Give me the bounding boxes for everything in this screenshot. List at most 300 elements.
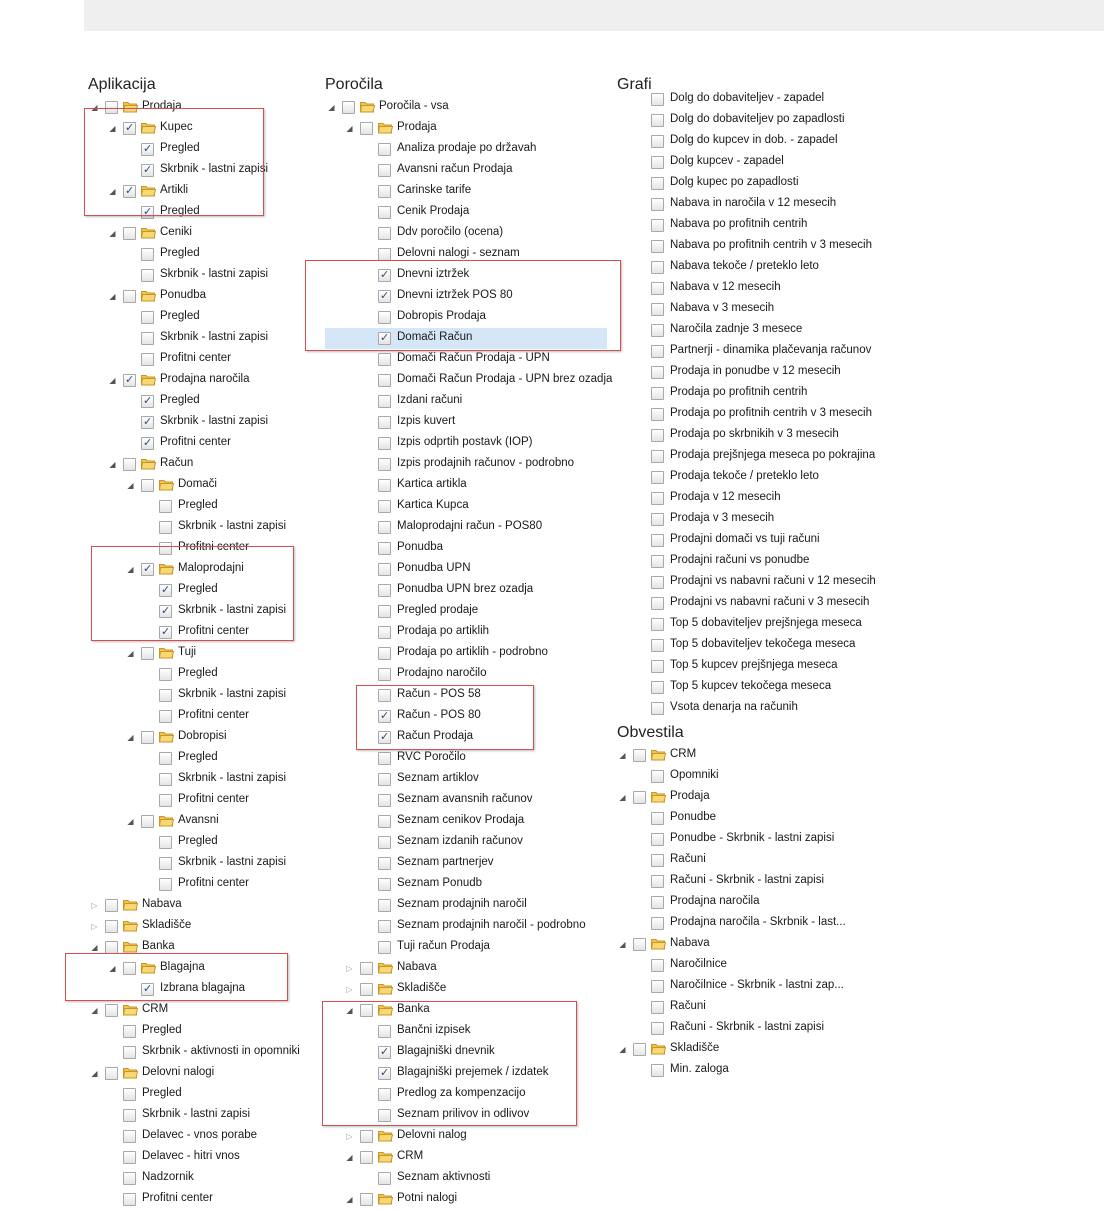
tree-item-label[interactable]: Ceniki <box>160 226 192 238</box>
tree-row[interactable] <box>328 433 608 454</box>
tree-item-label[interactable]: Seznam prilivov in odlivov <box>397 1108 530 1120</box>
tree-row[interactable] <box>328 1084 608 1105</box>
tree-checkbox[interactable] <box>159 500 172 513</box>
tree-checkbox[interactable] <box>651 240 664 253</box>
tree-item-label[interactable]: Pregled <box>178 583 218 595</box>
tree-row[interactable] <box>619 976 879 997</box>
tree-checkbox[interactable] <box>159 584 172 597</box>
tree-row[interactable] <box>91 958 311 979</box>
tree-item-label[interactable]: Maloprodajni račun - POS80 <box>397 520 543 532</box>
tree-item-label[interactable]: Ddv poročilo (ocena) <box>397 226 504 238</box>
tree-item-label[interactable]: Blagajniški prejemek / izdatek <box>397 1066 549 1078</box>
tree-item-label[interactable]: Partnerji - dinamika plačevanja računov <box>670 344 872 356</box>
tree-checkbox[interactable] <box>633 1043 646 1056</box>
tree-row[interactable] <box>328 790 608 811</box>
tree-checkbox[interactable] <box>378 227 391 240</box>
tree-checkbox[interactable] <box>141 143 154 156</box>
tree-item-label[interactable]: Pregled <box>142 1087 182 1099</box>
tree-item-label[interactable]: Prodajni domači vs tuji računi <box>670 533 820 545</box>
tree-checkbox[interactable] <box>378 1088 391 1101</box>
tree-item-label[interactable]: Dolg kupec po zapadlosti <box>670 176 799 188</box>
tree-item-label[interactable]: Skrbnik - lastni zapisi <box>178 604 287 616</box>
tree-row[interactable] <box>651 446 911 467</box>
tree-checkbox[interactable] <box>651 812 664 825</box>
tree-row[interactable] <box>328 685 608 706</box>
tree-checkbox[interactable] <box>360 962 373 975</box>
expand-arrow-icon[interactable]: ▷ <box>346 964 353 973</box>
tree-row[interactable] <box>91 517 311 538</box>
collapse-arrow-icon[interactable]: ◢ <box>619 793 626 802</box>
tree-row[interactable] <box>619 1060 879 1081</box>
tree-row[interactable] <box>328 706 608 727</box>
tree-row[interactable] <box>651 257 911 278</box>
tree-row[interactable] <box>91 685 311 706</box>
tree-checkbox[interactable] <box>378 1046 391 1059</box>
tree-item-label[interactable]: Seznam prodajnih naročil - podrobno <box>397 919 586 931</box>
tree-item-label[interactable]: Dolg kupcev - zapadel <box>670 155 784 167</box>
tree-row[interactable] <box>328 1063 608 1084</box>
tree-row[interactable] <box>328 1147 608 1168</box>
tree-checkbox[interactable] <box>378 458 391 471</box>
tree-row[interactable] <box>91 979 311 1000</box>
tree-checkbox[interactable] <box>141 311 154 324</box>
tree-checkbox[interactable] <box>105 899 118 912</box>
tree-item-label[interactable]: Izbrana blagajna <box>160 982 246 994</box>
tree-row[interactable] <box>328 97 608 118</box>
tree-row[interactable] <box>91 1000 311 1021</box>
tree-row[interactable] <box>328 1126 608 1147</box>
tree-checkbox[interactable] <box>141 563 154 576</box>
tree-row[interactable] <box>91 181 311 202</box>
tree-checkbox[interactable] <box>651 1001 664 1014</box>
tree-checkbox[interactable] <box>360 122 373 135</box>
tree-checkbox[interactable] <box>360 1193 373 1206</box>
tree-checkbox[interactable] <box>378 605 391 618</box>
tree-item-label[interactable]: Profitni center <box>178 625 249 637</box>
tree-checkbox[interactable] <box>651 261 664 274</box>
tree-item-label[interactable]: Dolg do dobaviteljev po zapadlosti <box>670 113 845 125</box>
tree-row[interactable] <box>651 131 911 152</box>
tree-checkbox[interactable] <box>651 135 664 148</box>
tree-checkbox[interactable] <box>651 324 664 337</box>
tree-item-label[interactable]: Nabava v 3 mesecih <box>670 302 775 314</box>
tree-checkbox[interactable] <box>159 626 172 639</box>
tree-item-label[interactable]: Prodaja v 3 mesecih <box>670 512 775 524</box>
tree-item-label[interactable]: Prodajna naročila <box>160 373 250 385</box>
tree-item-label[interactable]: Prodajni računi vs ponudbe <box>670 554 810 566</box>
tree-row[interactable] <box>91 1105 311 1126</box>
tree-checkbox[interactable] <box>159 605 172 618</box>
tree-item-label[interactable]: Min. zaloga <box>670 1063 729 1075</box>
tree-row[interactable] <box>91 1042 311 1063</box>
tree-checkbox[interactable] <box>378 899 391 912</box>
tree-item-label[interactable]: Profitni center <box>178 877 249 889</box>
collapse-arrow-icon[interactable]: ◢ <box>91 103 98 112</box>
tree-item-label[interactable]: Izpis kuvert <box>397 415 456 427</box>
tree-row[interactable] <box>91 1126 311 1147</box>
tree-item-label[interactable]: Pregled <box>142 1024 182 1036</box>
tree-row[interactable] <box>91 832 311 853</box>
tree-item-label[interactable]: Pregled prodaje <box>397 604 479 616</box>
tree-item-label[interactable]: Naročila zadnje 3 mesece <box>670 323 803 335</box>
tree-item-label[interactable]: Prodaja po artiklih <box>397 625 490 637</box>
tree-row[interactable] <box>651 677 911 698</box>
tree-row[interactable] <box>91 118 311 139</box>
collapse-arrow-icon[interactable]: ◢ <box>346 1195 353 1204</box>
tree-row[interactable] <box>328 643 608 664</box>
tree-item-label[interactable]: Maloprodajni <box>178 562 244 574</box>
tree-item-label[interactable]: Nabava v 12 mesecih <box>670 281 781 293</box>
tree-checkbox[interactable] <box>141 248 154 261</box>
collapse-arrow-icon[interactable]: ◢ <box>127 481 134 490</box>
tree-checkbox[interactable] <box>141 269 154 282</box>
tree-checkbox[interactable] <box>378 395 391 408</box>
tree-checkbox[interactable] <box>378 311 391 324</box>
tree-row[interactable] <box>91 475 311 496</box>
tree-checkbox[interactable] <box>123 374 136 387</box>
tree-checkbox[interactable] <box>378 941 391 954</box>
expand-arrow-icon[interactable]: ▷ <box>346 985 353 994</box>
tree-row[interactable] <box>328 370 613 391</box>
tree-row[interactable] <box>651 404 911 425</box>
tree-checkbox[interactable] <box>378 500 391 513</box>
tree-checkbox[interactable] <box>651 93 664 106</box>
tree-row[interactable] <box>328 958 608 979</box>
tree-checkbox[interactable] <box>123 1151 136 1164</box>
tree-item-label[interactable]: Opomniki <box>670 769 719 781</box>
tree-checkbox[interactable] <box>141 395 154 408</box>
tree-row[interactable] <box>328 853 608 874</box>
tree-row[interactable] <box>651 110 911 131</box>
tree-row[interactable] <box>651 194 911 215</box>
tree-checkbox[interactable] <box>141 416 154 429</box>
tree-item-label[interactable]: Dobropisi <box>178 730 227 742</box>
tree-checkbox[interactable] <box>651 1022 664 1035</box>
tree-item-label[interactable]: Analiza prodaje po državah <box>397 142 537 154</box>
collapse-arrow-icon[interactable]: ◢ <box>127 733 134 742</box>
tree-row[interactable] <box>328 1168 608 1189</box>
tree-row[interactable] <box>328 517 608 538</box>
tree-checkbox[interactable] <box>651 854 664 867</box>
tree-item-label[interactable]: Skrbnik - lastni zapisi <box>178 688 287 700</box>
tree-row[interactable] <box>328 622 608 643</box>
tree-row[interactable] <box>91 622 311 643</box>
tree-row[interactable] <box>651 362 911 383</box>
tree-row[interactable] <box>328 1042 608 1063</box>
tree-row[interactable] <box>651 383 911 404</box>
tree-item-label[interactable]: Predlog za kompenzacijo <box>397 1087 526 1099</box>
tree-item-label[interactable]: Pregled <box>160 394 200 406</box>
tree-item-label[interactable]: Kupec <box>160 121 193 133</box>
tree-item-label[interactable]: Profitni center <box>160 436 231 448</box>
collapse-arrow-icon[interactable]: ◢ <box>127 565 134 574</box>
tree-checkbox[interactable] <box>123 1025 136 1038</box>
tree-row[interactable] <box>328 748 608 769</box>
tree-item-label[interactable]: Banka <box>397 1003 430 1015</box>
tree-item-label[interactable]: Tuji račun Prodaja <box>397 940 490 952</box>
tree-item-label[interactable]: Prodaja v 12 mesecih <box>670 491 781 503</box>
tree-checkbox[interactable] <box>651 639 664 652</box>
tree-checkbox[interactable] <box>378 626 391 639</box>
tree-checkbox[interactable] <box>141 647 154 660</box>
tree-item-label[interactable]: Delavec - vnos porabe <box>142 1129 258 1141</box>
tree-checkbox[interactable] <box>378 836 391 849</box>
tree-item-label[interactable]: Izdani računi <box>397 394 463 406</box>
tree-row[interactable] <box>91 916 311 937</box>
tree-checkbox[interactable] <box>651 408 664 421</box>
collapse-arrow-icon[interactable]: ◢ <box>328 103 335 112</box>
tree-item-label[interactable]: Top 5 dobaviteljev tekočega meseca <box>670 638 856 650</box>
tree-row[interactable] <box>619 913 879 934</box>
tree-item-label[interactable]: Seznam artiklov <box>397 772 479 784</box>
tree-item-label[interactable]: Profitni center <box>178 541 249 553</box>
tree-row[interactable] <box>651 488 911 509</box>
tree-row[interactable] <box>328 475 608 496</box>
tree-checkbox[interactable] <box>651 114 664 127</box>
tree-checkbox[interactable] <box>378 920 391 933</box>
tree-item-label[interactable]: Ponudbe - Skrbnik - lastni zapisi <box>670 832 835 844</box>
tree-checkbox[interactable] <box>651 1064 664 1077</box>
tree-row[interactable] <box>651 509 911 530</box>
tree-checkbox[interactable] <box>159 752 172 765</box>
tree-row[interactable] <box>91 1063 311 1084</box>
tree-checkbox[interactable] <box>378 731 391 744</box>
tree-checkbox[interactable] <box>651 156 664 169</box>
tree-checkbox[interactable] <box>651 833 664 846</box>
tree-row[interactable] <box>328 328 608 349</box>
tree-checkbox[interactable] <box>378 185 391 198</box>
tree-checkbox[interactable] <box>105 941 118 954</box>
tree-checkbox[interactable] <box>651 534 664 547</box>
tree-item-label[interactable]: Domači Račun Prodaja - UPN brez ozadja <box>397 373 613 385</box>
tree-checkbox[interactable] <box>378 584 391 597</box>
tree-row[interactable] <box>651 593 911 614</box>
tree-row[interactable] <box>91 664 311 685</box>
tree-item-label[interactable]: Prodaja tekoče / preteklo leto <box>670 470 819 482</box>
tree-item-label[interactable]: Prodaja <box>670 790 710 802</box>
tree-row[interactable] <box>91 601 311 622</box>
tree-item-label[interactable]: Bančni izpisek <box>397 1024 471 1036</box>
tree-checkbox[interactable] <box>159 773 172 786</box>
tree-row[interactable] <box>91 307 311 328</box>
collapse-arrow-icon[interactable]: ◢ <box>109 460 116 469</box>
tree-checkbox[interactable] <box>105 920 118 933</box>
tree-item-label[interactable]: Skrbnik - lastni zapisi <box>178 856 287 868</box>
tree-item-label[interactable]: Naročilnice <box>670 958 727 970</box>
tree-item-label[interactable]: Skrbnik - aktivnosti in opomniki <box>142 1045 300 1057</box>
tree-item-label[interactable]: Seznam avansnih računov <box>397 793 533 805</box>
tree-row[interactable] <box>651 698 911 719</box>
tree-item-label[interactable]: Ponudbe <box>670 811 717 823</box>
tree-row[interactable] <box>651 530 911 551</box>
tree-row[interactable] <box>328 454 608 475</box>
tree-item-label[interactable]: Skrbnik - lastni zapisi <box>160 268 269 280</box>
tree-item-label[interactable]: Profitni center <box>178 709 249 721</box>
collapse-arrow-icon[interactable]: ◢ <box>109 292 116 301</box>
tree-row[interactable] <box>328 223 608 244</box>
tree-row[interactable] <box>619 808 879 829</box>
tree-item-label[interactable]: Carinske tarife <box>397 184 472 196</box>
tree-checkbox[interactable] <box>159 878 172 891</box>
tree-row[interactable] <box>91 790 311 811</box>
tree-row[interactable] <box>328 244 608 265</box>
tree-item-label[interactable]: Prodaja po skrbnikih v 3 mesecih <box>670 428 839 440</box>
tree-item-label[interactable]: Prodajni vs nabavni računi v 12 mesecih <box>670 575 876 587</box>
tree-row[interactable] <box>91 454 311 475</box>
collapse-arrow-icon[interactable]: ◢ <box>91 1006 98 1015</box>
tree-row[interactable] <box>651 236 911 257</box>
tree-checkbox[interactable] <box>378 542 391 555</box>
tree-item-label[interactable]: Skrbnik - lastni zapisi <box>160 163 269 175</box>
tree-item-label[interactable]: Kartica Kupca <box>397 499 469 511</box>
collapse-arrow-icon[interactable]: ◢ <box>109 124 116 133</box>
tree-item-label[interactable]: Skrbnik - lastni zapisi <box>178 772 287 784</box>
tree-item-label[interactable]: Artikli <box>160 184 189 196</box>
tree-item-label[interactable]: Nabava tekoče / preteklo leto <box>670 260 819 272</box>
tree-row[interactable] <box>328 412 608 433</box>
tree-item-label[interactable]: Profitni center <box>142 1192 213 1204</box>
tree-row[interactable] <box>91 853 311 874</box>
tree-checkbox[interactable] <box>123 1193 136 1206</box>
tree-checkbox[interactable] <box>360 983 373 996</box>
tree-item-label[interactable]: Pregled <box>160 205 200 217</box>
tree-row[interactable] <box>328 118 608 139</box>
tree-row[interactable] <box>328 874 608 895</box>
tree-row[interactable] <box>91 874 311 895</box>
tree-item-label[interactable]: Račun Prodaja <box>397 730 474 742</box>
tree-row[interactable] <box>619 829 879 850</box>
tree-checkbox[interactable] <box>159 542 172 555</box>
tree-item-label[interactable]: Pregled <box>160 247 200 259</box>
tree-checkbox[interactable] <box>651 597 664 610</box>
tree-checkbox[interactable] <box>651 177 664 190</box>
tree-checkbox[interactable] <box>651 875 664 888</box>
tree-checkbox[interactable] <box>378 164 391 177</box>
tree-row[interactable] <box>651 341 911 362</box>
tree-item-label[interactable]: Skrbnik - lastni zapisi <box>160 331 269 343</box>
tree-checkbox[interactable] <box>378 143 391 156</box>
tree-row[interactable] <box>328 160 608 181</box>
tree-item-label[interactable]: Račun - POS 80 <box>397 709 481 721</box>
tree-row[interactable] <box>328 979 608 1000</box>
tree-row[interactable] <box>328 1000 608 1021</box>
tree-item-label[interactable]: Profitni center <box>178 793 249 805</box>
tree-row[interactable] <box>91 265 311 286</box>
tree-checkbox[interactable] <box>651 555 664 568</box>
tree-item-label[interactable]: Poročila - vsa <box>379 100 449 112</box>
tree-checkbox[interactable] <box>633 791 646 804</box>
tree-checkbox[interactable] <box>378 752 391 765</box>
tree-row[interactable] <box>91 1189 311 1210</box>
tree-item-label[interactable]: Računi - Skrbnik - lastni zapisi <box>670 874 825 886</box>
tree-checkbox[interactable] <box>123 290 136 303</box>
tree-item-label[interactable]: Ponudba <box>160 289 207 301</box>
tree-checkbox[interactable] <box>123 1046 136 1059</box>
tree-checkbox[interactable] <box>159 794 172 807</box>
tree-row[interactable] <box>91 370 311 391</box>
tree-checkbox[interactable] <box>105 1004 118 1017</box>
tree-item-label[interactable]: Prodaja <box>397 121 437 133</box>
tree-row[interactable] <box>91 286 311 307</box>
tree-row[interactable] <box>91 139 311 160</box>
tree-checkbox[interactable] <box>159 857 172 870</box>
tree-checkbox[interactable] <box>651 219 664 232</box>
tree-row[interactable] <box>651 614 911 635</box>
tree-item-label[interactable]: Nabava <box>397 961 437 973</box>
collapse-arrow-icon[interactable]: ◢ <box>109 187 116 196</box>
tree-item-label[interactable]: Prodajna naročila <box>670 895 760 907</box>
tree-row[interactable] <box>651 425 911 446</box>
tree-row[interactable] <box>328 181 608 202</box>
tree-row[interactable] <box>619 850 879 871</box>
tree-row[interactable] <box>328 1189 608 1210</box>
tree-item-label[interactable]: Prodajno naročilo <box>397 667 487 679</box>
tree-checkbox[interactable] <box>378 269 391 282</box>
tree-checkbox[interactable] <box>105 1067 118 1080</box>
tree-row[interactable] <box>91 937 311 958</box>
tree-item-label[interactable]: Skladišče <box>670 1042 720 1054</box>
tree-checkbox[interactable] <box>378 290 391 303</box>
tree-row[interactable] <box>91 895 311 916</box>
tree-item-label[interactable]: Potni nalogi <box>397 1192 458 1204</box>
tree-row[interactable] <box>619 745 879 766</box>
tree-item-label[interactable]: Izpis prodajnih računov - podrobno <box>397 457 575 469</box>
tree-row[interactable] <box>651 89 911 110</box>
tree-checkbox[interactable] <box>378 878 391 891</box>
tree-checkbox[interactable] <box>651 471 664 484</box>
tree-row[interactable] <box>651 635 911 656</box>
tree-row[interactable] <box>328 727 608 748</box>
tree-checkbox[interactable] <box>360 1151 373 1164</box>
tree-item-label[interactable]: Nabava po profitnih centrih <box>670 218 808 230</box>
tree-checkbox[interactable] <box>141 479 154 492</box>
tree-item-label[interactable]: Dnevni iztržek <box>397 268 470 280</box>
collapse-arrow-icon[interactable]: ◢ <box>346 1153 353 1162</box>
collapse-arrow-icon[interactable]: ◢ <box>346 1006 353 1015</box>
tree-checkbox[interactable] <box>123 962 136 975</box>
tree-item-label[interactable]: Top 5 kupcev prejšnjega meseca <box>670 659 838 671</box>
tree-item-label[interactable]: Skrbnik - lastni zapisi <box>160 415 269 427</box>
tree-row[interactable] <box>91 328 311 349</box>
tree-checkbox[interactable] <box>651 980 664 993</box>
tree-row[interactable] <box>619 955 879 976</box>
tree-checkbox[interactable] <box>651 345 664 358</box>
tree-item-label[interactable]: Skladišče <box>397 982 447 994</box>
tree-item-label[interactable]: Nabava <box>670 937 710 949</box>
collapse-arrow-icon[interactable]: ◢ <box>109 964 116 973</box>
tree-checkbox[interactable] <box>123 122 136 135</box>
tree-item-label[interactable]: Prodajni vs nabavni računi v 3 mesecih <box>670 596 870 608</box>
tree-checkbox[interactable] <box>651 513 664 526</box>
tree-checkbox[interactable] <box>159 710 172 723</box>
tree-row[interactable] <box>328 916 608 937</box>
tree-checkbox[interactable] <box>651 681 664 694</box>
tree-item-label[interactable]: Prodaja po artiklih - podrobno <box>397 646 548 658</box>
tree-checkbox[interactable] <box>159 668 172 681</box>
tree-row[interactable] <box>651 215 911 236</box>
tree-item-label[interactable]: Nabava po profitnih centrih v 3 mesecih <box>670 239 872 251</box>
collapse-arrow-icon[interactable]: ◢ <box>346 124 353 133</box>
tree-item-label[interactable]: Pregled <box>178 751 218 763</box>
tree-item-label[interactable]: Kartica artikla <box>397 478 467 490</box>
tree-item-label[interactable]: Ponudba UPN brez ozadja <box>397 583 534 595</box>
tree-item-label[interactable]: Nadzornik <box>142 1171 194 1183</box>
tree-item-label[interactable]: Dobropis Prodaja <box>397 310 486 322</box>
tree-item-label[interactable]: Domači <box>178 478 217 490</box>
tree-item-label[interactable]: Prodaja po profitnih centrih v 3 mesecih <box>670 407 872 419</box>
tree-checkbox[interactable] <box>378 710 391 723</box>
tree-item-label[interactable]: Pregled <box>178 499 218 511</box>
